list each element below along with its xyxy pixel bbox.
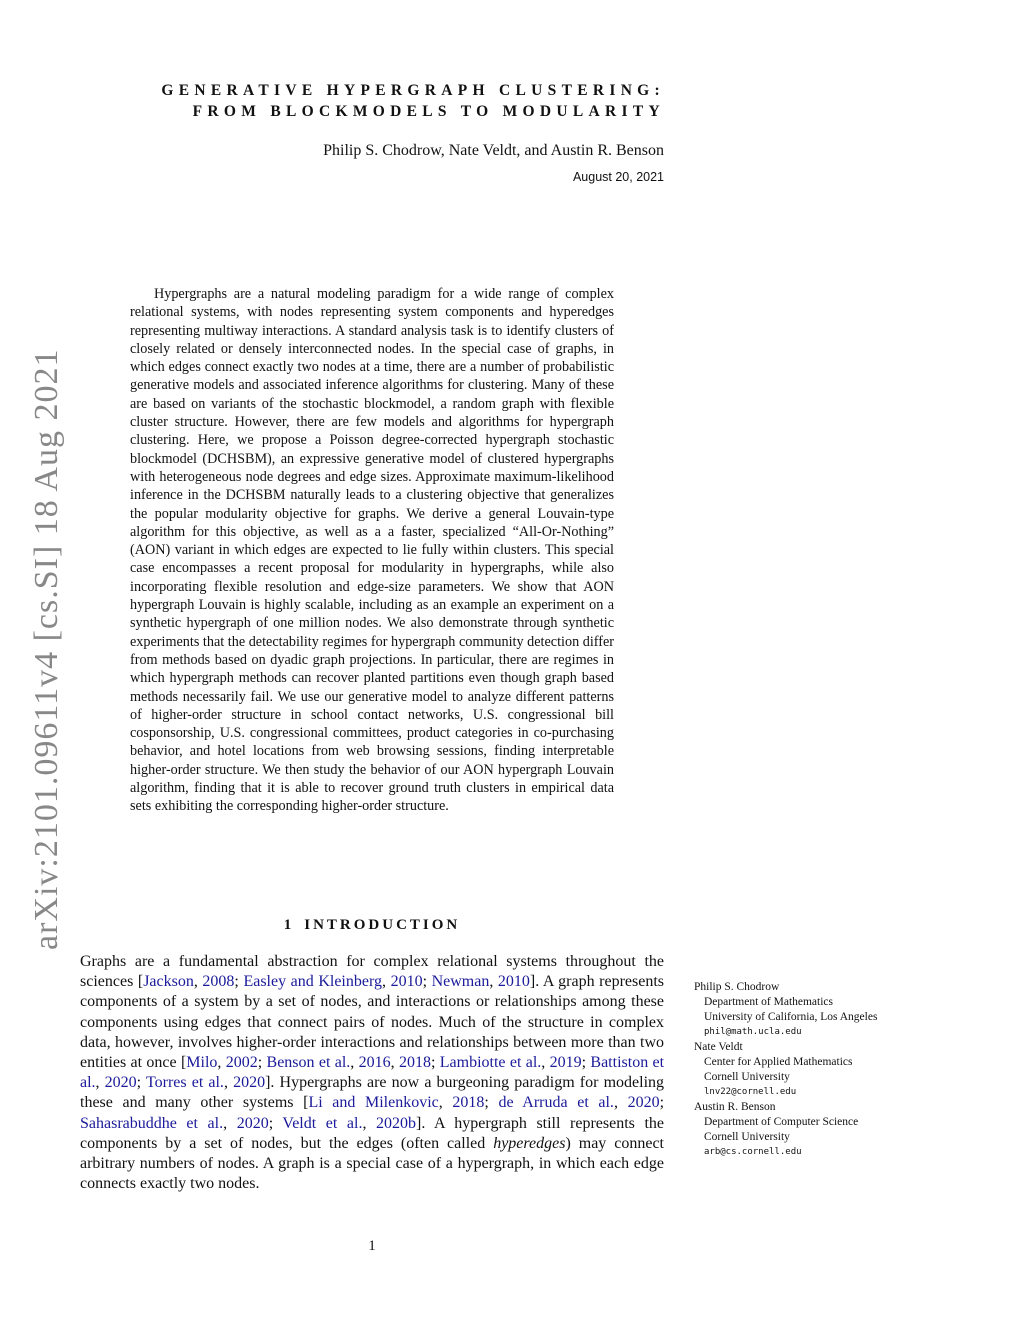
- affiliation-name: Nate Veldt: [694, 1041, 743, 1053]
- intro-text: ,: [350, 1054, 359, 1072]
- citation-link[interactable]: 2018: [452, 1094, 485, 1112]
- affiliation-block: [694, 1100, 994, 1160]
- affiliation-institution: Cornell University: [704, 1131, 790, 1143]
- section-number: 1: [283, 917, 295, 933]
- citation-link[interactable]: Benson et al.: [266, 1054, 351, 1072]
- intro-text: ,: [541, 1054, 550, 1072]
- citation-link[interactable]: 2020: [233, 1074, 266, 1092]
- affiliation-block: [694, 980, 994, 1040]
- introduction-paragraph: [80, 952, 664, 1194]
- intro-text: ]. Hypergraphs are now a burgeoning paradigm for modeling these and many other systems [: [80, 1074, 665, 1112]
- intro-text: ]. A graph represents components of a system by a set of nodes, and interactions or relationships among these components using edges that connect pairs of nodes. Much of the structure in complex data, however, involves higher-order interactions and relationships between more than two entities at once [: [80, 973, 664, 1072]
- intro-text: ,: [193, 973, 203, 991]
- intro-text: ;: [430, 1054, 440, 1072]
- author-list: Philip S. Chodrow, Nate Veldt, and Austin R. Benson: [323, 142, 664, 159]
- intro-text: ;: [659, 1094, 665, 1112]
- section-heading: [80, 917, 664, 934]
- intro-text: ,: [362, 1114, 377, 1132]
- affiliation-name: Philip S. Chodrow: [694, 981, 780, 993]
- citation-link[interactable]: 2008: [202, 973, 235, 991]
- title-line-1: GENERATIVE HYPERGRAPH CLUSTERING:: [161, 82, 665, 99]
- affiliation-institution: University of California, Los Angeles: [704, 1011, 878, 1023]
- citation-link[interactable]: 2010: [390, 973, 423, 991]
- citation-link[interactable]: 2002: [225, 1054, 258, 1072]
- citation-link[interactable]: Lambiotte et al.: [439, 1054, 542, 1072]
- intro-text: ,: [438, 1094, 453, 1112]
- abstract-text: Hypergraphs are a natural modeling paradigm for a wide range of complex relational systems, with nodes representing system components and hyperedges representing multiway interactions. A standard analysis task is to identify clusters of closely related or densely interconnected nodes. In the special case of graphs, in which edges connect exactly two nodes at a time, there are a number of probabilistic generative models and associated inference algorithms for clustering. Many of these are based on variants of the stochastic blockmodel, a random graph with flexible cluster structure. However, there are few models and algorithms for hypergraph clustering. Here, we propose a Poisson degree-corrected hypergraph stochastic blockmodel (DCHSBM), an expressive generative model of clustered hypergraphs with heterogeneous node degrees and edge sizes. Approximate maximum-likelihood inference in the DCHSBM naturally leads to a clustering objective that generalizes the popular modularity objective for graphs. We derive a general Louvain-type algorithm for this objective, as well as a a faster, specialized “All-Or-Nothing” (AON) variant in which edges are expected to lie fully within clusters. This special case encompasses a recent proposal for modularity in hypergraphs, while also incorporating flexible resolution and edge-size parameters. We show that AON hypergraph Louvain is highly scalable, including as an example an experiment on a synthetic hypergraph of one million nodes. We also demonstrate through synthetic experiments that the detectability regimes for hypergraph community detection differ from methods based on dyadic graph projections. In particular, there are regimes in which hypergraph methods can recover planted partitions even though graph based methods necessarily fail. We use our generative model to analyze different patterns of higher-order structure in school contact networks, U.S. congressional bill cosponsorship, U.S. congressional committees, product categories in co-purchasing behavior, and hotel locations from web browsing sessions, finding interpretable higher-order structure. We then study the behavior of our AON hypergraph Louvain algorithm, finding that it is able to recover ground truth clusters in empirical data sets exhibiting the corresponding higher-order structure.: [130, 286, 614, 815]
- intro-text: Graphs are a fundamental abstraction for complex relational systems throughout the sciences [: [80, 953, 664, 991]
- intro-text: ;: [136, 1074, 146, 1092]
- intro-text: ]. A hypergraph still represents the components by a set of nodes, but the edges (often called: [80, 1114, 665, 1152]
- citation-link[interactable]: Sahasrabuddhe et al.: [80, 1114, 224, 1132]
- affiliation-department: Center for Applied Mathematics: [704, 1056, 853, 1068]
- citation-link[interactable]: 2020: [104, 1074, 137, 1092]
- citation-link[interactable]: 2010: [497, 973, 530, 991]
- citation-link[interactable]: Torres et al.: [145, 1074, 224, 1092]
- citation-link[interactable]: 2019: [549, 1054, 582, 1072]
- citation-link[interactable]: 2020b: [376, 1114, 417, 1132]
- citation-link[interactable]: de Arruda et al.: [498, 1094, 614, 1112]
- author-affiliations: [694, 980, 994, 1160]
- affiliation-department: Department of Computer Science: [704, 1116, 859, 1128]
- citation-link[interactable]: 2018: [398, 1054, 431, 1072]
- affiliation-institution: Cornell University: [704, 1071, 790, 1083]
- citation-link[interactable]: 2020: [236, 1114, 269, 1132]
- citation-link[interactable]: 2016: [358, 1054, 391, 1072]
- affiliation-name: Austin R. Benson: [694, 1101, 776, 1113]
- citation-link[interactable]: Battiston et al.: [80, 1054, 665, 1092]
- affiliation-email[interactable]: arb@cs.cornell.edu: [704, 1147, 802, 1157]
- affiliation-email[interactable]: phil@math.ucla.edu: [704, 1027, 802, 1037]
- citation-link[interactable]: Milo: [186, 1054, 218, 1072]
- citation-link[interactable]: Jackson: [143, 973, 194, 991]
- citation-link[interactable]: Li and Milenkovic: [308, 1094, 439, 1112]
- intro-text: ,: [223, 1074, 234, 1092]
- intro-text: ,: [223, 1114, 237, 1132]
- intro-text: ,: [382, 973, 391, 991]
- intro-text: ) may connect arbitrary numbers of nodes. A graph is a special case of a hypergraph, in which each edge connects exactly two nodes.: [80, 1134, 665, 1193]
- paper-date: August 20, 2021: [572, 170, 664, 184]
- citation-link[interactable]: 2020: [627, 1094, 660, 1112]
- affiliation-email[interactable]: lnv22@cornell.edu: [704, 1087, 797, 1097]
- intro-text: ,: [489, 973, 498, 991]
- affiliation-block: [694, 1040, 994, 1100]
- intro-text: ;: [268, 1114, 283, 1132]
- citation-link[interactable]: Newman: [431, 973, 490, 991]
- citation-link[interactable]: Easley and Kleinberg: [243, 973, 382, 991]
- section-title: INTRODUCTION: [304, 917, 461, 933]
- intro-text: ,: [390, 1054, 399, 1072]
- intro-text: ,: [613, 1094, 628, 1112]
- intro-text: ;: [257, 1054, 267, 1072]
- intro-text: ,: [95, 1074, 105, 1092]
- intro-text: ;: [422, 973, 432, 991]
- paper-title: [80, 80, 665, 122]
- abstract: [130, 285, 614, 816]
- intro-text: ;: [234, 973, 244, 991]
- arxiv-side-stamp: arXiv:2101.09611v4 [cs.SI] 18 Aug 2021: [28, 348, 65, 950]
- intro-emphasis: hyperedges: [493, 1134, 566, 1152]
- page-number: 1: [368, 1238, 376, 1254]
- title-line-2: FROM BLOCKMODELS TO MODULARITY: [192, 103, 665, 120]
- citation-link[interactable]: Veldt et al.: [282, 1114, 363, 1132]
- intro-text: ;: [581, 1054, 591, 1072]
- intro-text: ,: [217, 1054, 226, 1072]
- intro-text: ;: [484, 1094, 499, 1112]
- affiliation-department: Department of Mathematics: [704, 996, 834, 1008]
